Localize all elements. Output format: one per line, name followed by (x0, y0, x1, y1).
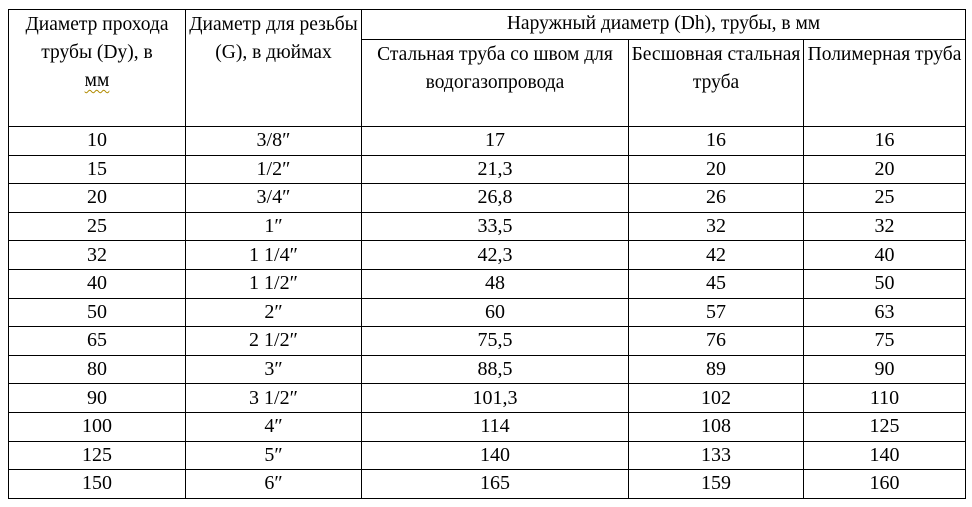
cell-polymer: 40 (804, 241, 966, 270)
table-header (9, 10, 966, 127)
cell-seamless: 108 (629, 412, 804, 441)
cell-welded: 165 (362, 470, 629, 499)
header-seamless-steel: Бесшовная стальная труба (629, 40, 804, 127)
cell-seamless: 89 (629, 355, 804, 384)
cell-welded: 33,5 (362, 212, 629, 241)
cell-seamless: 20 (629, 155, 804, 184)
cell-welded: 17 (362, 127, 629, 156)
cell-welded: 42,3 (362, 241, 629, 270)
table-row (9, 441, 966, 470)
header-dy (9, 10, 186, 127)
cell-thread: 4″ (186, 412, 362, 441)
cell-polymer: 90 (804, 355, 966, 384)
cell-thread: 2″ (186, 298, 362, 327)
cell-welded: 21,3 (362, 155, 629, 184)
table-row (9, 412, 966, 441)
table-row (9, 241, 966, 270)
table-row (9, 269, 966, 298)
cell-dy: 90 (9, 384, 186, 413)
header-welded-steel: Стальная труба со швом для водогазопровода (362, 40, 629, 127)
cell-thread: 1″ (186, 212, 362, 241)
cell-seamless: 42 (629, 241, 804, 270)
cell-dy: 32 (9, 241, 186, 270)
cell-welded: 60 (362, 298, 629, 327)
cell-thread: 3″ (186, 355, 362, 384)
header-polymer: Полимерная труба (804, 40, 966, 127)
cell-polymer: 63 (804, 298, 966, 327)
cell-polymer: 140 (804, 441, 966, 470)
cell-welded: 75,5 (362, 327, 629, 356)
cell-seamless: 16 (629, 127, 804, 156)
cell-thread: 1 1/2″ (186, 269, 362, 298)
cell-seamless: 159 (629, 470, 804, 499)
table-row (9, 298, 966, 327)
cell-seamless: 26 (629, 184, 804, 213)
cell-dy: 40 (9, 269, 186, 298)
table-row (9, 212, 966, 241)
cell-dy: 125 (9, 441, 186, 470)
cell-polymer: 16 (804, 127, 966, 156)
cell-dy: 20 (9, 184, 186, 213)
cell-dy: 65 (9, 327, 186, 356)
cell-welded: 140 (362, 441, 629, 470)
table-row (9, 384, 966, 413)
cell-dy: 25 (9, 212, 186, 241)
table-body (9, 127, 966, 499)
cell-dy: 10 (9, 127, 186, 156)
cell-thread: 3 1/2″ (186, 384, 362, 413)
cell-polymer: 50 (804, 269, 966, 298)
cell-seamless: 76 (629, 327, 804, 356)
header-dy-unit: мм (84, 70, 110, 91)
header-thread: Диаметр для резьбы (G), в дюймах (186, 10, 362, 127)
cell-thread: 1 1/4″ (186, 241, 362, 270)
cell-welded: 48 (362, 269, 629, 298)
cell-seamless: 133 (629, 441, 804, 470)
cell-thread: 1/2″ (186, 155, 362, 184)
cell-thread: 3/4″ (186, 184, 362, 213)
cell-thread: 5″ (186, 441, 362, 470)
table-row (9, 184, 966, 213)
cell-seamless: 32 (629, 212, 804, 241)
pipe-diameter-table (8, 9, 966, 499)
cell-dy: 100 (9, 412, 186, 441)
table-row (9, 355, 966, 384)
cell-welded: 114 (362, 412, 629, 441)
cell-dy: 80 (9, 355, 186, 384)
cell-welded: 88,5 (362, 355, 629, 384)
header-outer-diameter-group: Наружный диаметр (Dh), трубы, в мм (362, 10, 966, 40)
cell-thread: 3/8″ (186, 127, 362, 156)
cell-welded: 26,8 (362, 184, 629, 213)
cell-polymer: 32 (804, 212, 966, 241)
cell-dy: 50 (9, 298, 186, 327)
table-row (9, 155, 966, 184)
cell-dy: 15 (9, 155, 186, 184)
cell-welded: 101,3 (362, 384, 629, 413)
table-row (9, 327, 966, 356)
cell-seamless: 57 (629, 298, 804, 327)
cell-seamless: 45 (629, 269, 804, 298)
cell-polymer: 125 (804, 412, 966, 441)
cell-polymer: 160 (804, 470, 966, 499)
cell-polymer: 20 (804, 155, 966, 184)
table-row (9, 470, 966, 499)
cell-polymer: 25 (804, 184, 966, 213)
cell-thread: 2 1/2″ (186, 327, 362, 356)
cell-polymer: 110 (804, 384, 966, 413)
cell-dy: 150 (9, 470, 186, 499)
cell-thread: 6″ (186, 470, 362, 499)
cell-polymer: 75 (804, 327, 966, 356)
cell-seamless: 102 (629, 384, 804, 413)
table-row (9, 127, 966, 156)
header-dy-label: Диаметр прохода трубы (Dy), в (25, 14, 169, 63)
